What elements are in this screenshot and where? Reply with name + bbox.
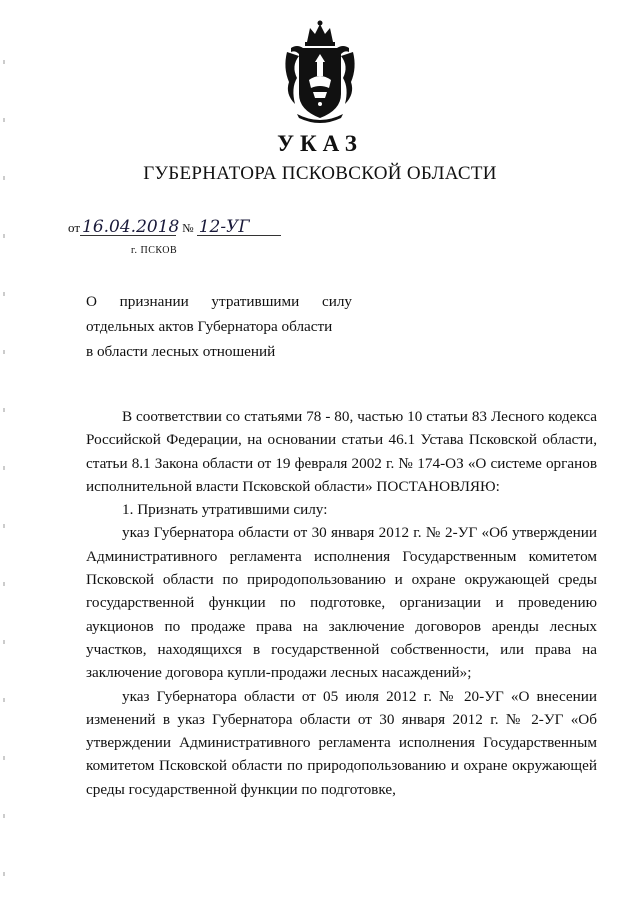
document-subject — [86, 289, 352, 364]
document-issuer: ГУБЕРНАТОРА ПСКОВСКОЙ ОБЛАСТИ — [143, 163, 497, 184]
handwritten-date: 16.04.2018 — [82, 217, 180, 237]
repealed-act-1: указ Губернатора области от 30 января 2012 г. № 2-УГ «Об утверждении Административного регламента исполнения Государственным комитетом Псковской области по природопользованию и охране окружающей среды государственной функции по подготовке, организации и проведению аукционов по продаже права на заключение договоров аренды лесных участков, находящихся в государственной собственности, или права на заключение договора купли-продажи лесных насаждений»; — [86, 524, 597, 682]
coat-of-arms-emblem — [277, 18, 363, 126]
date-number-line — [68, 219, 281, 236]
subject-line: в области лесных отношений — [86, 343, 276, 360]
date-prefix: от — [68, 220, 81, 235]
document-body — [86, 405, 597, 801]
subject-line: отдельных актов Губернатора области — [86, 318, 333, 335]
handwritten-number: 12-УГ — [197, 219, 281, 236]
subject-line: О признании утратившими силу — [86, 293, 352, 310]
repealed-act-2: указ Губернатора области от 05 июля 2012 г. № 20-УГ «О внесении изменений в указ Губернатора области от 30 января 2012 г. № 2-УГ «Об утверждении Административного регламента исполнения Государственным комитетом Псковской области по природопользованию и охране окружающей среды государственной функции по подготовке, — [86, 687, 597, 798]
preamble-paragraph: В соответствии со статьями 78 - 80, частью 10 статьи 83 Лесного кодекса Российской Федерации, на основании статьи 46.1 Устава Псковской области, статьи 8.1 Закона области от 19 февраля 2002 г. № 174-ОЗ «О системе органов исполнительной власти Псковской области» ПОСТАНОВЛЯЮ: — [86, 408, 597, 495]
item-1-paragraph: 1. Признать утратившими силу: — [122, 501, 328, 519]
document-title: УКАЗ — [277, 131, 363, 156]
number-prefix: № — [182, 221, 194, 235]
city-label: г. ПСКОВ — [131, 245, 178, 256]
